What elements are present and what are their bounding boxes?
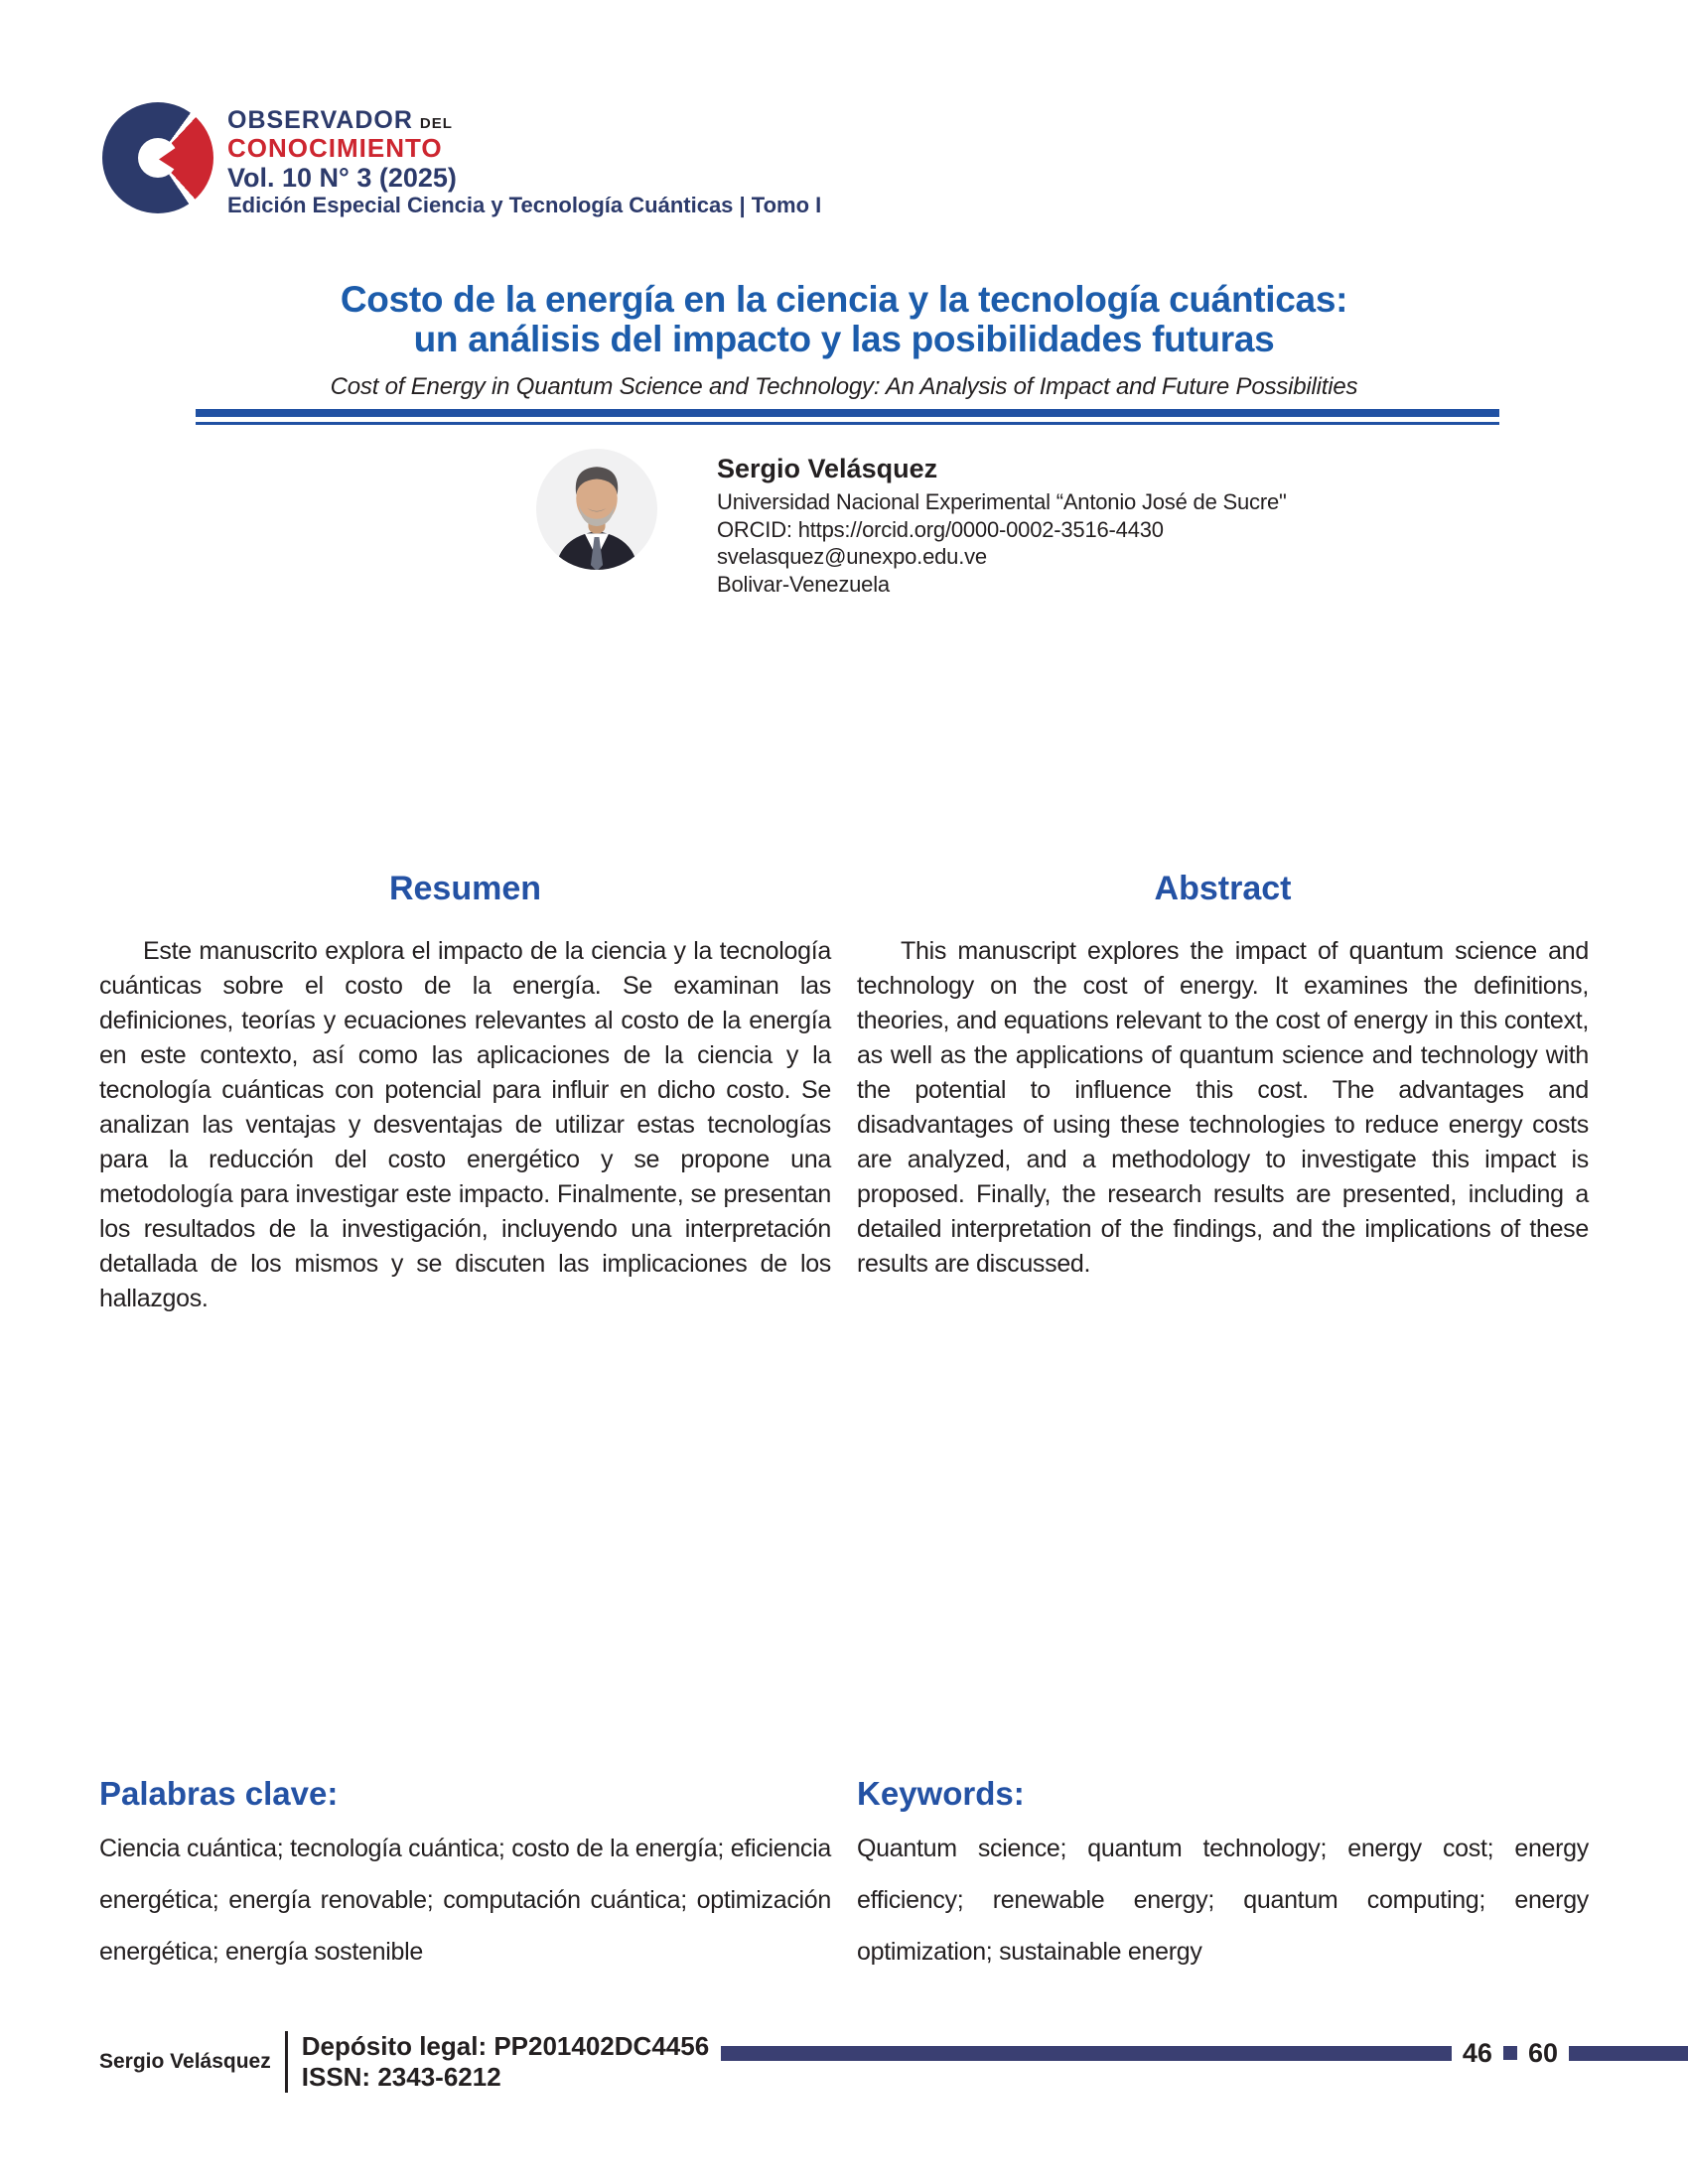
article-title-line2: un análisis del impacto y las posibilidades futuras [413, 319, 1275, 359]
author-block [536, 449, 1287, 598]
special-edition-line: Edición Especial Ciencia y Tecnología Cuánticas | Tomo I [227, 193, 822, 217]
article-title-line1: Costo de la energía en la ciencia y la tecnología cuánticas: [340, 279, 1348, 320]
author-affiliation: Universidad Nacional Experimental “Antonio José de Sucre" [717, 489, 1287, 514]
keywords-columns [99, 1775, 1589, 1978]
article-subtitle-english: Cost of Energy in Quantum Science and Technology: An Analysis of Impact and Future Possibilities [330, 373, 1358, 400]
observador-conocimiento-logo-icon [102, 102, 213, 213]
abstract-columns [99, 870, 1589, 1316]
footer-vertical-divider [285, 2031, 288, 2093]
title-divider-rule [196, 409, 1499, 425]
author-info [717, 449, 1287, 598]
page-number-separator-icon [1503, 2046, 1517, 2060]
brand-connector: DEL [419, 115, 453, 132]
article-title-block [0, 280, 1688, 401]
author-orcid-link[interactable]: ORCID: https://orcid.org/0000-0002-3516-4430 [717, 516, 1164, 542]
footer-legal-block [302, 2031, 709, 2093]
author-location: Bolivar-Venezuela [717, 571, 890, 597]
palabras-clave-text: Ciencia cuántica; tecnología cuántica; costo de la energía; eficiencia energética; energía renovable; computación cuántica; optimización energética; energía sostenible [99, 1835, 831, 1966]
page-number-end: 60 [1527, 2037, 1558, 2068]
resumen-text: Este manuscrito explora el impacto de la ciencia y la tecnología cuánticas sobre el costo de la energía. Se examinan las definiciones, teorías y ecuaciones relevantes al costo de la energía en este contexto, así como las aplicaciones de la ciencia y la tecnología cuánticas con potencial para influir en dicho costo. Se analizan las ventajas y desventajas de utilizar estas tecnologías para la reducción del costo energético y se propone una metodología para investigar este impacto. Finalmente, se presentan los resultados de la investigación, incluyendo una interpretación detallada de los mismos y se discuten las implicaciones de los hallazgos. [99, 937, 831, 1312]
brand-line-1 [227, 108, 821, 136]
author-email-link[interactable]: svelasquez@unexpo.edu.ve [717, 544, 987, 569]
footer-page-strip [721, 2038, 1688, 2069]
brand-secondary: CONOCIMIENTO [227, 133, 443, 163]
masthead-text [227, 102, 821, 218]
keywords-column [857, 1775, 1589, 1978]
footer-bar-left [721, 2046, 1452, 2061]
keywords-heading: Keywords: [857, 1775, 1025, 1812]
masthead [102, 102, 821, 218]
divider-thick-line [196, 409, 1499, 417]
author-name: Sergio Velásquez [717, 454, 938, 483]
logo-red-wedge-icon [159, 145, 180, 173]
article-title [0, 280, 1688, 359]
footer-deposito-legal: Depósito legal: PP201402DC4456 [301, 2031, 710, 2061]
resumen-heading: Resumen [388, 870, 542, 907]
page-footer [99, 2027, 1688, 2097]
page-number-start: 46 [1462, 2037, 1492, 2068]
brand-primary: OBSERVADOR [227, 106, 413, 134]
abstract-heading: Abstract [1154, 870, 1292, 907]
author-portrait-icon [536, 449, 657, 570]
keywords-text: Quantum science; quantum technology; energy cost; energy efficiency; renewable energy; quantum computing; energy optimization; sustainable energy [857, 1835, 1589, 1966]
footer-bar-right [1569, 2046, 1688, 2061]
palabras-clave-column [99, 1775, 831, 1978]
footer-author-name: Sergio Velásquez [99, 2050, 271, 2073]
volume-issue: Vol. 10 N° 3 (2025) [227, 163, 457, 193]
abstract-column [857, 870, 1589, 1316]
divider-thin-line [196, 422, 1499, 425]
resumen-column [99, 870, 831, 1316]
abstract-text: This manuscript explores the impact of quantum science and technology on the cost of energy. It examines the definitions, theories, and equations relevant to the cost of energy in this context, as well as the applications of quantum science and technology with the potential to influence this cost. The advantages and disadvantages of using these technologies to reduce energy costs are analyzed, and a methodology to investigate this impact is proposed. Finally, the research results are presented, including a detailed interpretation of the findings, and the implications of these results are discussed. [857, 937, 1589, 1278]
author-photo [536, 449, 657, 570]
palabras-clave-heading: Palabras clave: [99, 1775, 339, 1812]
footer-issn: ISSN: 2343-6212 [301, 2062, 501, 2092]
